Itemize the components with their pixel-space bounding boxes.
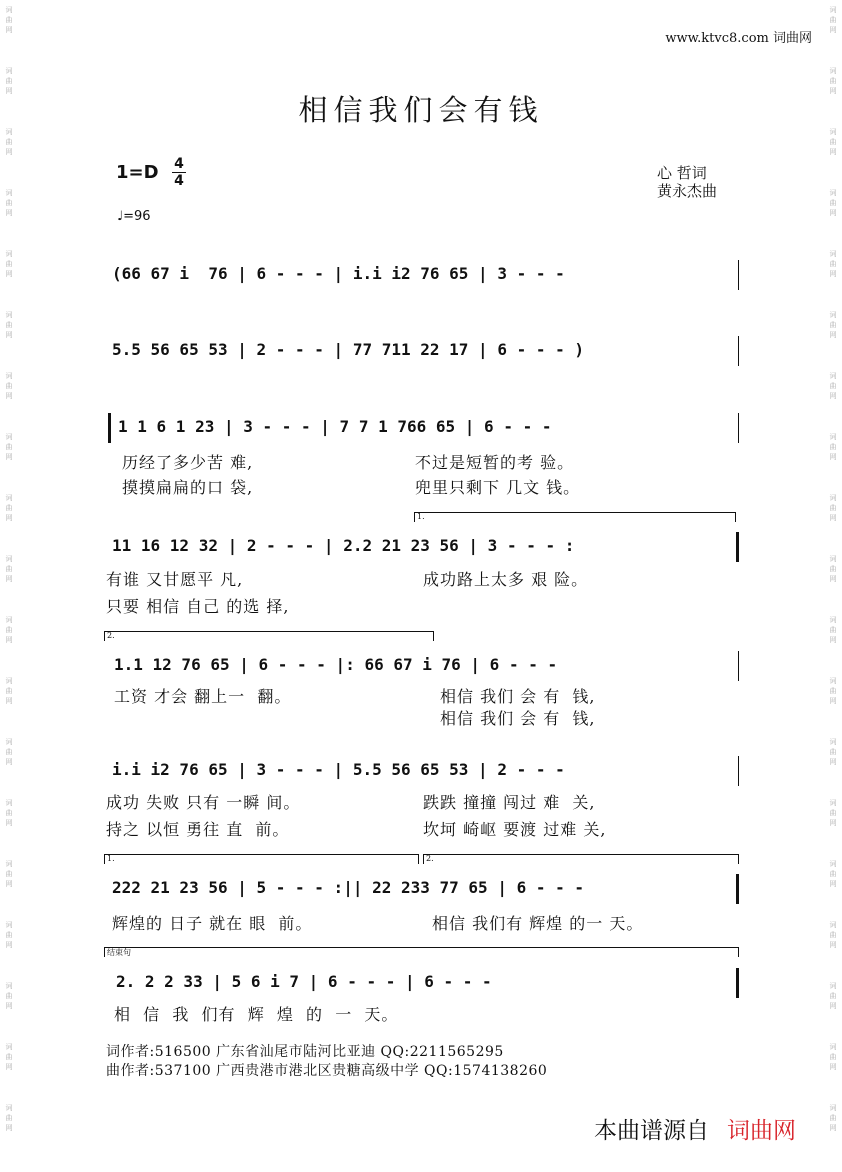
watermark-glyph: 曲 xyxy=(5,199,13,207)
lyric-row-5-b: 相信 我们 会 有 钱, xyxy=(440,687,596,706)
watermark-glyph: 曲 xyxy=(829,443,837,451)
watermark-glyph: 曲 xyxy=(829,1114,837,1122)
watermark-glyph: 词 xyxy=(5,250,13,258)
watermark-glyph: 曲 xyxy=(5,626,13,634)
watermark-glyph: 曲 xyxy=(829,809,837,817)
watermark-glyph: 曲 xyxy=(5,931,13,939)
lyricist-credit: 心 哲词 xyxy=(657,164,707,182)
watermark-glyph: 词 xyxy=(5,555,13,563)
second-ending-bracket: 2. xyxy=(104,631,434,641)
watermark-glyph: 词 xyxy=(5,738,13,746)
footer-lyricist: 词作者:516500 广东省汕尾市陆河比亚迪 QQ:2211565295 xyxy=(106,1044,504,1060)
watermark-glyph: 网 xyxy=(829,575,837,583)
watermark-glyph: 词 xyxy=(829,372,837,380)
watermark-glyph: 曲 xyxy=(829,1053,837,1061)
watermark-glyph: 词 xyxy=(829,738,837,746)
watermark-glyph: 曲 xyxy=(5,1114,13,1122)
watermark-glyph: 网 xyxy=(829,1063,837,1071)
watermark-glyph: 词 xyxy=(829,921,837,929)
watermark-glyph: 网 xyxy=(5,941,13,949)
watermark-glyph: 网 xyxy=(829,636,837,644)
notation-row-4: 11 16 12 32 | 2 - - - | 2.2 21 23 56 | 3 - - - : xyxy=(112,536,575,555)
watermark-glyph: 曲 xyxy=(829,199,837,207)
lyric-row-8: 相 信 我 们有 辉 煌 的 一 天。 xyxy=(114,1005,399,1024)
watermark-glyph: 词 xyxy=(5,494,13,502)
watermark-glyph: 曲 xyxy=(829,626,837,634)
watermark-glyph: 曲 xyxy=(5,809,13,817)
lyric-row-7-b: 相信 我们有 辉煌 的一 天。 xyxy=(432,914,644,933)
watermark-glyph: 网 xyxy=(5,636,13,644)
barline xyxy=(738,756,739,786)
notation-row-2: 5.5 56 65 53 | 2 - - - | 77 711 22 17 | 6 - - - ) xyxy=(112,340,585,359)
watermark-glyph: 词 xyxy=(829,799,837,807)
watermark-glyph: 网 xyxy=(829,1124,837,1132)
watermark-glyph: 词 xyxy=(829,677,837,685)
watermark-glyph: 网 xyxy=(5,514,13,522)
source-credit xyxy=(594,1112,796,1145)
watermark-glyph: 网 xyxy=(829,270,837,278)
watermark-glyph: 网 xyxy=(5,392,13,400)
watermark-glyph: 曲 xyxy=(5,992,13,1000)
lyric-row-3-verse2-b: 兜里只剩下 几文 钱。 xyxy=(415,478,581,497)
watermark-glyph: 词 xyxy=(829,555,837,563)
watermark-glyph: 曲 xyxy=(5,16,13,24)
watermark-glyph: 网 xyxy=(829,148,837,156)
watermark-glyph: 曲 xyxy=(829,77,837,85)
watermark-glyph: 网 xyxy=(829,514,837,522)
source-prefix: 本曲谱源自 xyxy=(594,1118,709,1144)
time-signature-bottom: 4 xyxy=(174,173,184,189)
notation-row-5: 1.1 12 76 65 | 6 - - - |: 66 67 i 76 | 6 - - - xyxy=(114,655,558,674)
watermark-glyph: 词 xyxy=(5,1043,13,1051)
watermark-glyph: 词 xyxy=(829,67,837,75)
barline xyxy=(738,336,739,366)
watermark-glyph: 词 xyxy=(5,860,13,868)
watermark-glyph: 网 xyxy=(5,1002,13,1010)
notation-row-6: i.i i2 76 65 | 3 - - - | 5.5 56 65 53 | 2 - - - xyxy=(112,760,565,779)
watermark-glyph: 词 xyxy=(829,860,837,868)
time-signature-top: 4 xyxy=(174,156,184,172)
watermark-glyph: 词 xyxy=(829,433,837,441)
watermark-glyph: 曲 xyxy=(5,260,13,268)
first-ending-bracket: 1. xyxy=(414,512,736,522)
watermark-glyph: 网 xyxy=(5,209,13,217)
watermark-glyph: 曲 xyxy=(5,687,13,695)
watermark-glyph: 词 xyxy=(829,1104,837,1112)
lyric-row-4-b: 成功路上太多 艰 险。 xyxy=(423,570,589,589)
watermark-glyph: 曲 xyxy=(829,565,837,573)
final-barline xyxy=(736,968,739,998)
watermark-glyph: 词 xyxy=(829,6,837,14)
watermark-glyph: 网 xyxy=(5,1124,13,1132)
watermark-glyph: 曲 xyxy=(829,260,837,268)
watermark-glyph: 曲 xyxy=(5,748,13,756)
composer-credit: 黄永杰曲 xyxy=(657,182,718,200)
lyric-row-4-verse2: 只要 相信 自己 的选 择, xyxy=(106,597,290,616)
lyric-row-5-verse2: 相信 我们 会 有 钱, xyxy=(440,709,596,728)
watermark-glyph: 曲 xyxy=(829,748,837,756)
site-label[interactable]: www.ktvc8.com 词曲网 xyxy=(665,31,812,46)
watermark-glyph: 词 xyxy=(5,372,13,380)
watermark-glyph: 网 xyxy=(829,1002,837,1010)
watermark-glyph: 曲 xyxy=(5,321,13,329)
watermark-glyph: 曲 xyxy=(5,443,13,451)
watermark-glyph: 网 xyxy=(5,758,13,766)
watermark-glyph: 网 xyxy=(829,331,837,339)
barline xyxy=(738,651,739,681)
watermark-glyph: 词 xyxy=(829,250,837,258)
watermark-glyph: 曲 xyxy=(5,870,13,878)
watermark-glyph: 曲 xyxy=(829,870,837,878)
watermark-glyph: 曲 xyxy=(829,382,837,390)
watermark-glyph: 词 xyxy=(5,677,13,685)
watermark-glyph: 网 xyxy=(829,209,837,217)
watermark-glyph: 网 xyxy=(829,880,837,888)
watermark-glyph: 网 xyxy=(5,1063,13,1071)
notation-row-7: 222 21 23 56 | 5 - - - :|| 22 233 77 65 | 6 - - - xyxy=(112,878,585,897)
watermark-glyph: 曲 xyxy=(829,138,837,146)
lyric-row-3-b: 不过是短暂的考 验。 xyxy=(415,453,575,472)
source-site-link[interactable]: 词曲网 xyxy=(727,1118,796,1144)
watermark-glyph: 曲 xyxy=(5,382,13,390)
watermark-glyph: 词 xyxy=(829,616,837,624)
watermark-glyph: 词 xyxy=(829,128,837,136)
song-title: 相信我们会有钱 xyxy=(298,93,544,127)
watermark-glyph: 曲 xyxy=(829,931,837,939)
watermark-glyph: 网 xyxy=(5,26,13,34)
watermark-glyph: 曲 xyxy=(5,138,13,146)
watermark-glyph: 网 xyxy=(829,819,837,827)
watermark-glyph: 网 xyxy=(5,880,13,888)
coda-bracket: 结束句 xyxy=(104,947,739,957)
watermark-glyph: 网 xyxy=(5,453,13,461)
watermark-left xyxy=(2,0,16,1172)
notation-row-1: (66 67 i 76 | 6 - - - | i.i i2 76 65 | 3 - - - xyxy=(112,264,565,283)
watermark-glyph: 曲 xyxy=(829,504,837,512)
lyric-row-3-verse2-a: 摸摸扁扁的口 袋, xyxy=(122,478,254,497)
watermark-glyph: 网 xyxy=(5,148,13,156)
repeat-end-barline xyxy=(736,532,739,562)
watermark-glyph: 网 xyxy=(829,697,837,705)
watermark-glyph: 网 xyxy=(829,87,837,95)
watermark-glyph: 词 xyxy=(829,982,837,990)
watermark-glyph: 网 xyxy=(829,758,837,766)
watermark-glyph: 词 xyxy=(829,189,837,197)
watermark-glyph: 词 xyxy=(5,433,13,441)
lyric-row-7-a: 辉煌的 日子 就在 眼 前。 xyxy=(112,914,313,933)
lyric-row-6-b: 跌跌 撞撞 闯过 难 关, xyxy=(423,793,596,812)
watermark-glyph: 词 xyxy=(5,921,13,929)
notation-row-3: 1 1 6 1 23 | 3 - - - | 7 7 1 766 65 | 6 - - - xyxy=(118,417,552,436)
watermark-right xyxy=(826,0,840,1172)
second-ending-bracket: 2. xyxy=(423,854,739,864)
watermark-glyph: 词 xyxy=(5,311,13,319)
lyric-row-6-verse2-b: 坎坷 崎岖 要渡 过难 关, xyxy=(423,820,607,839)
watermark-glyph: 词 xyxy=(5,982,13,990)
lyric-row-6-a: 成功 失败 只有 一瞬 间。 xyxy=(106,793,301,812)
tempo-marking: ♩=96 xyxy=(117,209,151,224)
watermark-glyph: 网 xyxy=(829,392,837,400)
watermark-glyph: 词 xyxy=(5,799,13,807)
watermark-glyph: 词 xyxy=(829,311,837,319)
watermark-glyph: 网 xyxy=(829,941,837,949)
watermark-glyph: 曲 xyxy=(5,77,13,85)
first-ending-bracket: 1. xyxy=(104,854,419,864)
watermark-glyph: 曲 xyxy=(5,1053,13,1061)
repeat-start-barline xyxy=(108,413,111,443)
final-barline xyxy=(736,874,739,904)
lyric-row-3-a: 历经了多少苦 难, xyxy=(122,453,254,472)
watermark-glyph: 词 xyxy=(829,494,837,502)
watermark-glyph: 网 xyxy=(829,26,837,34)
barline xyxy=(738,260,739,290)
watermark-glyph: 曲 xyxy=(5,565,13,573)
barline xyxy=(738,413,739,443)
lyric-row-4-a: 有谁 又甘愿平 凡, xyxy=(106,570,244,589)
notation-row-8: 2. 2 2 33 | 5 6 i 7 | 6 - - - | 6 - - - xyxy=(116,972,492,991)
watermark-glyph: 曲 xyxy=(829,687,837,695)
watermark-glyph: 网 xyxy=(5,697,13,705)
watermark-glyph: 词 xyxy=(5,6,13,14)
watermark-glyph: 词 xyxy=(5,1104,13,1112)
watermark-glyph: 词 xyxy=(5,616,13,624)
watermark-glyph: 词 xyxy=(5,128,13,136)
watermark-glyph: 网 xyxy=(5,575,13,583)
watermark-glyph: 网 xyxy=(5,331,13,339)
watermark-glyph: 词 xyxy=(5,189,13,197)
watermark-glyph: 曲 xyxy=(829,321,837,329)
watermark-glyph: 曲 xyxy=(829,16,837,24)
time-signature xyxy=(172,157,186,188)
watermark-glyph: 曲 xyxy=(829,992,837,1000)
watermark-glyph: 网 xyxy=(5,819,13,827)
lyric-row-5-a: 工资 才会 翻上一 翻。 xyxy=(114,687,292,706)
watermark-glyph: 词 xyxy=(829,1043,837,1051)
key-signature: 1=D xyxy=(116,162,159,183)
watermark-glyph: 网 xyxy=(5,270,13,278)
watermark-glyph: 曲 xyxy=(5,504,13,512)
watermark-glyph: 词 xyxy=(5,67,13,75)
watermark-glyph: 网 xyxy=(829,453,837,461)
watermark-glyph: 网 xyxy=(5,87,13,95)
lyric-row-6-verse2-a: 持之 以恒 勇往 直 前。 xyxy=(106,820,290,839)
footer-composer: 曲作者:537100 广西贵港市港北区贵糖高级中学 QQ:1574138260 xyxy=(106,1063,548,1079)
